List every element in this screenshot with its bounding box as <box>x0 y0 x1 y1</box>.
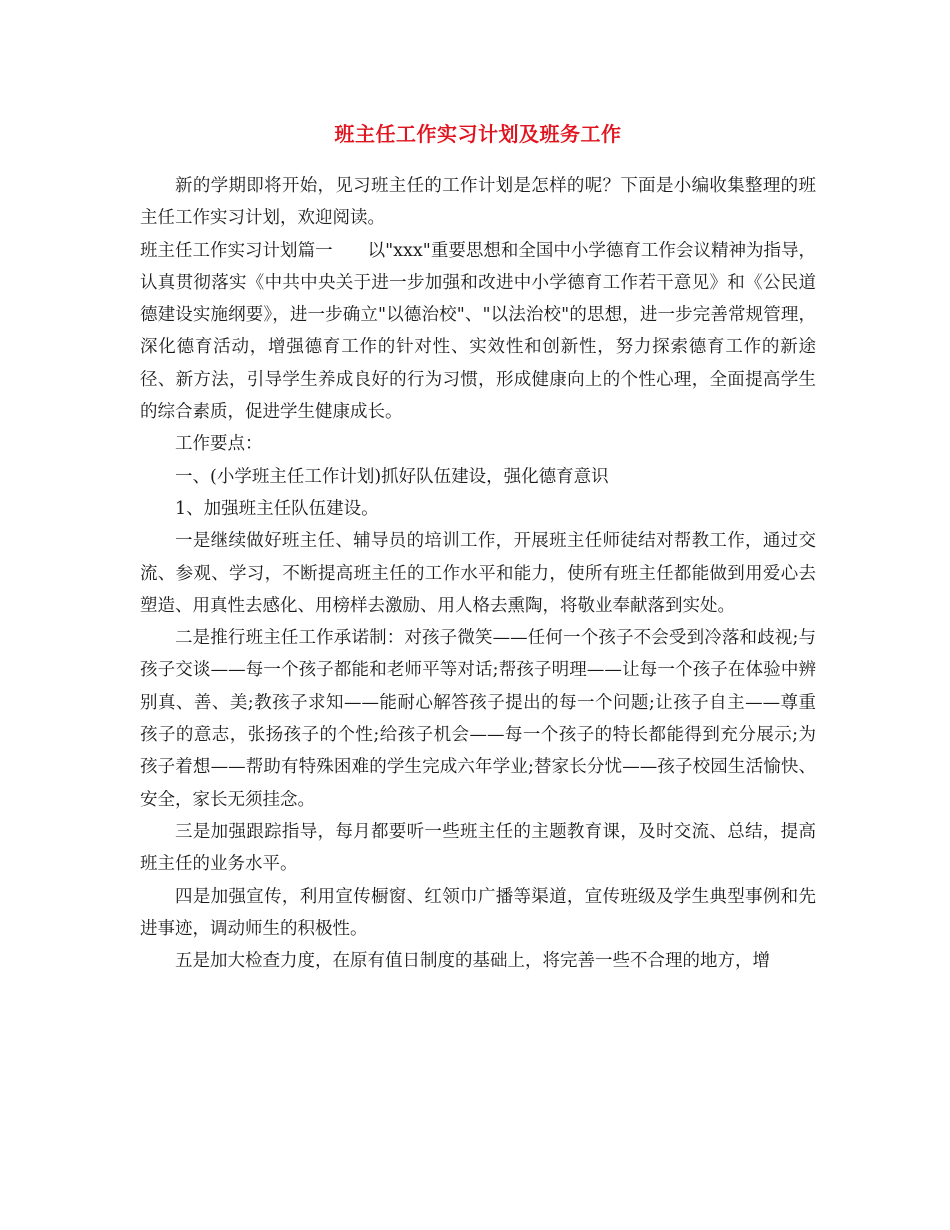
paragraph: 一、(小学班主任工作计划)抓好队伍建设，强化德育意识 <box>175 466 609 487</box>
paragraph: 1、加强班主任队伍建设。 <box>175 498 379 519</box>
paragraph: 一是继续做好班主任、辅导员的培训工作，开展班主任师徒结对帮教工作，通过交流、参观、学习，不断提高班主任的工作水平和能力，使所有班主任都能做到用爱心去塑造、用真性去感化、用榜样去激励、用人格去熏陶，将敬业奉献落到实处。 <box>140 531 816 616</box>
paragraph: 工作要点： <box>175 434 263 455</box>
paragraph: 三是加强跟踪指导，每月都要听一些班主任的主题教育课，及时交流、总结，提高班主任的业务水平。 <box>140 821 816 875</box>
paragraph: 四是加强宣传，利用宣传橱窗、红领巾广播等渠道，宣传班级及学生典型事例和先进事迹，调动师生的积极性。 <box>140 886 816 939</box>
document-title: 班主任工作实习计划及班务工作 <box>334 122 622 146</box>
paragraph: 班主任工作实习计划篇一 以"xxx"重要思想和全国中小学德育工作会议精神为指导，认真贯彻落实《中共中央关于进一步加强和改进中小学德育工作若干意见》和《公民道德建设实施纲要》，进一步确立"以德治校"、"以法治校"的思想，进一步完善常规管理，深化德育活动，增强德育工作的针对性、实效性和创新性，努力探索德育工作的新途径、新方法，引导学生养成良好的行为习惯，形成健康向上的个性心理，全面提高学生的综合素质，促进学生健康成长。 <box>140 240 816 423</box>
paragraph: 二是推行班主任工作承诺制：对孩子微笑——任何一个孩子不会受到冷落和歧视;与孩子交谈——每一个孩子都能和老师平等对话;帮孩子明理——让每一个孩子在体验中辨别真、善、美;教孩子求知——能耐心解答孩子提出的每一个问题;让孩子自主——尊重孩子的意志，张扬孩子的个性;给孩子机会——每一个孩子的特长都能得到充分展示;为孩子着想——帮助有特殊困难的学生完成六年学业;替家长分忧——孩子校园生活愉快、安全，家长无须挂念。 <box>140 628 816 810</box>
document-body <box>140 170 816 977</box>
paragraph: 新的学期即将开始，见习班主任的工作计划是怎样的呢？下面是小编收集整理的班主任工作实习计划，欢迎阅读。 <box>140 176 816 229</box>
document-page <box>140 118 816 977</box>
paragraph: 五是加大检查力度，在原有值日制度的基础上，将完善一些不合理的地方，增 <box>175 951 770 972</box>
